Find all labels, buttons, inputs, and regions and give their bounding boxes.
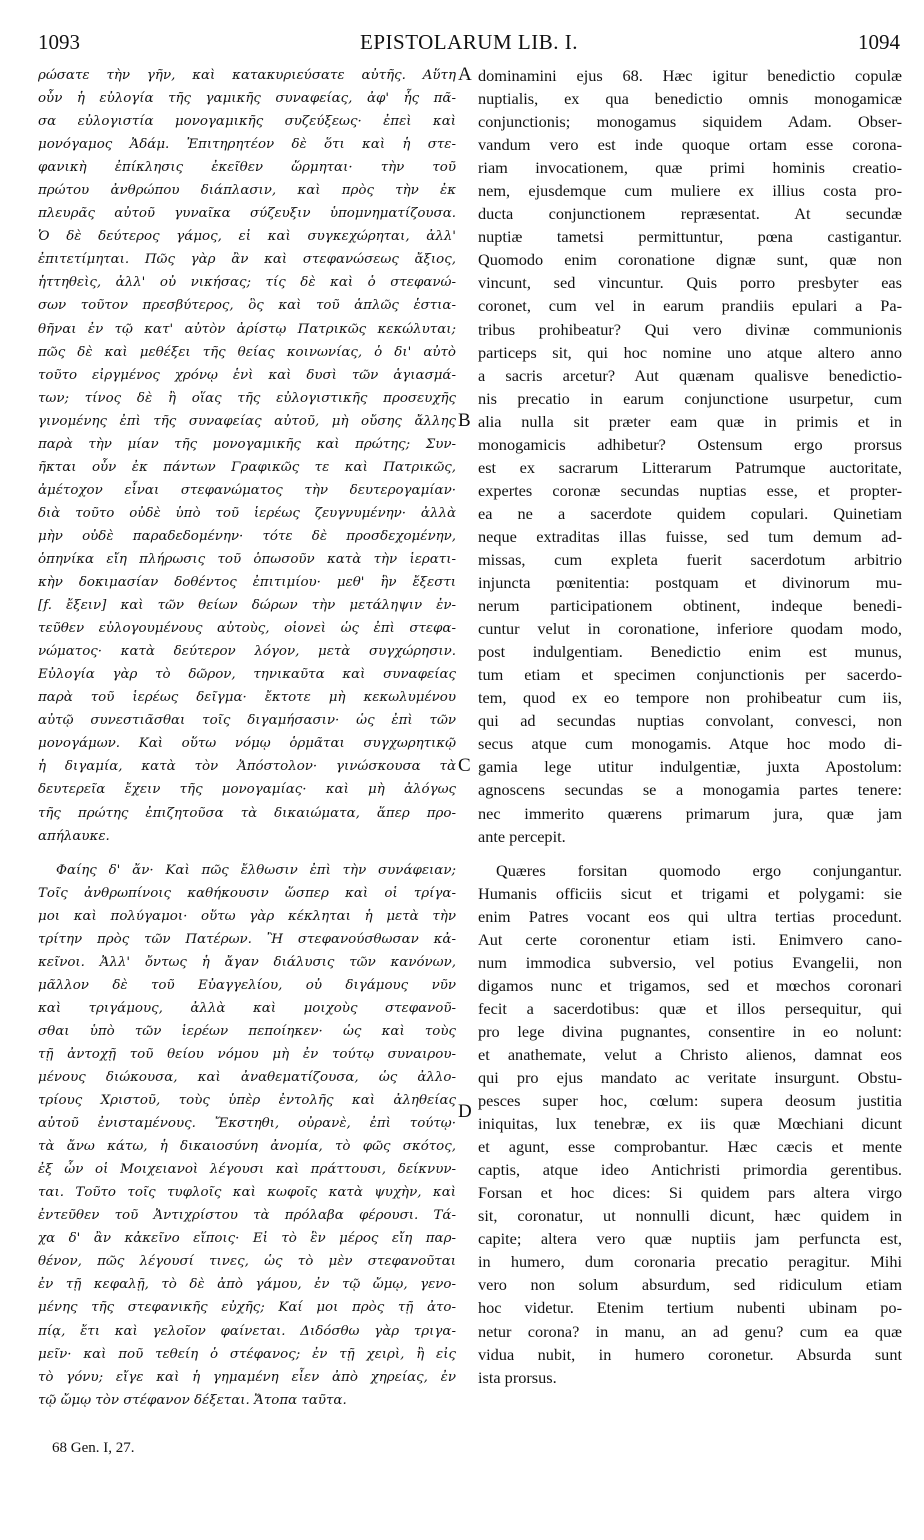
latin-line: fecit a sacerdotibus: quæ et illos persequitur, qui (478, 998, 902, 1018)
greek-line: Τοῖς ἀνθρωπίνοις καθήκουσιν ὥσπερ καὶ οἱ τρίγα- (38, 885, 456, 901)
latin-line: et anathemate, velut a Christo alienos, damnat eos (478, 1044, 902, 1064)
latin-line: dominamini ejus 68. Hæc igitur benedictio copulæ (478, 66, 902, 85)
latin-line: iniquitas, lux tenebræ, ex iis quæ Mœchiani dicunt (478, 1114, 902, 1134)
greek-line: τῆς πρώτης ἐπιζητοῦσα τὰ δικαιώματα, ἅπερ προ- (38, 805, 456, 821)
greek-line: θῆναι ἐν τῷ κατ' αὐτὸν ἀρίστῳ Πατρικῶς κεκώλυται; (38, 321, 456, 337)
greek-line: Ὁ δὲ δεύτερος γάμος, εἰ καὶ συγκεχώρηται, ἀλλ' (38, 229, 456, 245)
latin-line: tem, quod ex eo tempore non prohibeatur cum iis, (478, 688, 902, 708)
greek-line: σων τοῦτον πρεσβύτερος, ὃς καὶ τοῦ ἁπλῶς ἑστια- (38, 298, 456, 314)
greek-line: μὴν οὐδὲ παραδεδομένην· τότε δὲ προσδεχομένην, (38, 528, 456, 544)
greek-line: χα δ' ἂν κἀκεῖνο εἴποις· Εἰ τὸ ἓν μέρος εἴη παρ- (38, 1231, 456, 1247)
greek-line: μονόγαμος Ἀδάμ. Ἐπιτηρητέον δὲ ὅτι καὶ ἡ στε- (38, 137, 456, 153)
latin-line: expertes coronæ secundas nuptias esse, et propter- (478, 480, 902, 500)
latin-line: Humanis officiis sicut et trigami et polygami: sie (478, 883, 902, 903)
latin-line: hoc videtur. Etenim tertium nubenti ubinam po- (478, 1298, 902, 1318)
greek-line: ῆκται οὖν ἐκ πάντων Γραφικῶς τε καὶ Πατρικῶς, (38, 459, 456, 475)
greek-line: οὖν ἡ εὐλογία τῆς γαμικῆς συναφείας, ἀφ' ἧς πᾶ- (38, 91, 456, 107)
greek-line: μᾶλλον δὲ τοῦ Εὐαγγελίου, οὐ διγάμους νῦν (38, 977, 456, 993)
greek-line: αὐτοῦ ἐνισταμένους. Ἔκστηθι, οὐρανὲ, ἐπὶ τούτῳ· (38, 1116, 456, 1132)
latin-line: Forsan et hoc dices: Si quidem pars altera virgo (478, 1183, 902, 1203)
page-number-left: 1093 (38, 30, 80, 54)
greek-line: μένους διώκουσα, καὶ ἀναθεματίζουσα, ὡς ἀλλο- (38, 1070, 456, 1086)
latin-line: digamos nunc et trigamos, sed et mœchos coronari (478, 975, 902, 995)
greek-line: [f. ἔξειν] καὶ τῶν θείων δώρων τὴν μετάληψιν ἐν- (38, 598, 456, 614)
latin-line: a sacris arcetur? Aut quænam qualisve benedictio- (478, 365, 902, 385)
latin-line: coronet, cum vel in earum prandiis epulari a Pa- (478, 296, 902, 316)
latin-line: pesces super hoc, cœlum: supera deosum justitia (478, 1091, 902, 1111)
latin-line: injuncta pœnitentia: postquam et divinorum mu- (478, 573, 902, 593)
latin-line: tribus prohibeatur? Qui vero divinæ communionis (478, 319, 902, 339)
page-number-right: 1094 (858, 30, 900, 54)
latin-line: conjunctionis; monogamus siquidem Adam. Obser- (478, 112, 902, 132)
latin-line: in humero, dum coronaria precatio peragitur. Mihi (478, 1252, 902, 1272)
paragraph-gap (38, 848, 456, 859)
margin-letter-c: C (458, 755, 471, 776)
latin-line: ea ne a sacerdote quidem copulari. Quinetiam (478, 503, 902, 523)
latin-line: num immodica subversio, vel potius Evangelii, non (478, 952, 902, 972)
greek-line: απήλαυκε. (38, 828, 110, 844)
greek-line: των; τίνος δὲ ἢ οἵας τῆς εὐλογιστικῆς προσευχῆς (38, 390, 456, 406)
latin-line: missas, cum expleta fuerit sacerdotum arbitrio (478, 549, 902, 569)
greek-line: ἡττηθεὶς, ἀλλ' οὐ νικήσας; τίς δὲ καὶ ὁ στεφανώ- (38, 275, 456, 291)
greek-line: τρίους Χριστοῦ, τοὺς ὑπὲρ ἐντολῆς καὶ ἀληθείας (38, 1093, 456, 1109)
latin-line: nuptialis, ex qua benedictio omnis monogamicæ (478, 89, 902, 109)
running-title: EPISTOLARUM LIB. I. (360, 30, 578, 54)
greek-line: ἐπιτετίμηται. Πῶς γὰρ ἂν καὶ στεφανώσεως ἄξιος, (38, 252, 456, 268)
latin-line: vandum vero est inde quoque ortam esse corona- (478, 135, 902, 155)
greek-line: νώματος· κατὰ δεύτερον λόγον, μετὰ συγχώρησιν. (38, 644, 456, 660)
greek-line: πῶς δὲ καὶ μεθέξει τῆς θείας κοινωνίας, ὁ δι' αὐτὸ (38, 344, 456, 360)
greek-line: γινομένης ἐπὶ τῆς συναφείας αὐτοῦ, μὴ οὔσης ἄλλης (38, 413, 456, 429)
greek-line: κὴν δοκιμασίαν δοθέντος ἐπιτιμίου· μεθ' ἣν ἔξεστι (38, 575, 456, 591)
greek-line: ρώσατε τὴν γῆν, καὶ κατακυριεύσατε αὐτῆς. Αὕτη (38, 68, 456, 83)
greek-line: τρίτην πρὸς τῶν Πατέρων. Ἢ στεφανούσθωσαν κἀ- (38, 931, 456, 947)
greek-line: ἐν τῇ κεφαλῇ, τὸ δὲ ἀπὸ γάμου, ἐν τῷ ὤμῳ, γενο- (38, 1277, 456, 1293)
latin-line: agnoscens secundas se a monogamia partes tenere: (478, 780, 902, 800)
latin-line: ducta conjunctionem repræsentat. At secundæ (478, 204, 902, 224)
greek-line: τὰ ἄνω κάτω, ἡ δικαιοσύνη ἀνομία, τὸ φῶς σκότος, (38, 1139, 456, 1155)
latin-line: pro lege divina pugnantes, consentire in eo nolunt: (478, 1021, 902, 1041)
greek-line: σθαι ὑπὸ τῶν ἱερέων πεποίηκεν· ὡς καὶ τοὺς (38, 1023, 456, 1039)
margin-letter-a: A (458, 64, 472, 85)
latin-line: alia nulla sit præter eam quæ in primis et in (478, 411, 902, 431)
latin-line: monogamicis adhibetur? Ostensum ergo prorsus (478, 434, 902, 454)
greek-line: πίᾳ, ἔτι καὶ γελοῖον φαίνεται. Διδόσθω γὰρ τριγα- (38, 1323, 456, 1339)
latin-column (478, 64, 902, 1389)
greek-line: τῇ ἀντοχῇ τοῦ θείου νόμου μὴ ἐν τούτῳ συναιρου- (38, 1046, 456, 1062)
greek-line: ἐξ ὧν οἱ Μοιχειανοὶ λέγουσι καὶ πράττουσι, δείκνυν- (38, 1162, 456, 1178)
latin-line: vidua nubit, in humero coronetur. Absurda sunt (478, 1344, 902, 1364)
latin-line: captis, atque ideo Antichristi primordia gerentibus. (478, 1160, 902, 1180)
greek-line: μοι καὶ πολύγαμοι· οὕτω γὰρ κέκληται ἡ μετὰ τὴν (38, 908, 456, 924)
latin-line: qui pro ejus mandato ac veritate insurgunt. Obstu- (478, 1068, 902, 1088)
latin-line: enim Patres vocant eos qui ultra tertias procedunt. (478, 906, 902, 926)
greek-line: διὰ τοῦτο οὐδὲ ὑπὸ τοῦ ἱερέως ζευγνυμένην· ἀλλὰ (38, 505, 456, 521)
latin-line: post indulgentiam. Benedictio enim est munus, (478, 642, 902, 662)
latin-line: netur corona? in manu, an ad genu? cum ea quæ (478, 1321, 902, 1341)
latin-line: neque extraditas illas fuisse, sed tum demum ad- (478, 526, 902, 546)
latin-line: nis precatio in earum conjunctione usurpetur, cum (478, 388, 902, 408)
greek-line: Φαίης δ' ἄν· Καὶ πῶς ἔλθωσιν ἐπὶ τὴν συνάφειαν; (56, 862, 456, 878)
latin-line: particeps sit, qui hoc nomine uno atque altero anno (478, 342, 902, 362)
greek-line: καὶ τριγάμους, ἀλλὰ καὶ μοιχοὺς στεφανοῦ- (38, 1000, 456, 1016)
greek-column (38, 64, 456, 1412)
running-header (38, 30, 900, 60)
greek-line: ἀμέτοχον εἶναι στεφανώματος τὴν δευτερογαμίαν· (38, 482, 456, 498)
greek-line: τοῦτο εἰργμένος χρόνῳ ἑνὶ καὶ δυσὶ τῶν ἁγιασμά- (38, 367, 456, 383)
latin-line: Aut certe coronentur etiam isti. Enimvero cano- (478, 929, 902, 949)
greek-line: δευτερεῖα ἔχειν τῆς μονογαμίας· καὶ μὴ ἀλόγως (38, 782, 456, 798)
greek-line: παρὰ τὴν μίαν τῆς μονογαμικῆς καὶ πρώτης; Συν- (38, 436, 456, 452)
latin-line: secus atque cum monogamis. Atque hoc modo di- (478, 734, 902, 754)
latin-line: sit, coronatur, ut nonnulli dicunt, hæc quidem in (478, 1206, 902, 1226)
latin-line: tum etiam et specimen conjunctionis per sacerdo- (478, 665, 902, 685)
latin-line: vero non solum absurdum, sed ridiculum etiam (478, 1275, 902, 1295)
latin-line: nem, ejusdemque cum muliere ex illius costa pro- (478, 181, 902, 201)
latin-line: nuptiæ tametsi permittuntur, pœna castigantur. (478, 227, 902, 247)
greek-line: τεῦθεν εὐλογουμένους αὐτοὺς, οἱονεὶ ὡς ἐπὶ στεφα- (38, 621, 456, 637)
latin-line: nec immerito quærens primarum jura, quæ jam (478, 803, 902, 823)
greek-line: ται. Τοῦτο τοῖς τυφλοῖς καὶ κωφοῖς κατὰ ψυχὴν, καὶ (38, 1185, 456, 1201)
latin-line: nerum participationem obtinent, indeque benedi- (478, 596, 902, 616)
latin-line: qui ad secundas nuptias convolant, convesci, non (478, 711, 902, 731)
greek-line: αὐτῷ συνεστιᾶσθαι τοῖς διγαμήσασιν· ὡς ἐπὶ τῶν (38, 713, 456, 729)
latin-line: Quomodo enim coronatione dignæ sunt, quæ non (478, 250, 902, 270)
greek-line: μένης τῆς στεφανικῆς εὐχῆς; Καί μοι πρὸς τῇ ἀτο- (38, 1300, 456, 1316)
latin-line: ante percepit. (478, 826, 566, 846)
latin-line: est ex sacrarum Litterarum Patrumque auctoritate, (478, 457, 902, 477)
greek-line: μεῖν· καὶ ποῦ τεθείη ὁ στέφανος; ἐν τῇ χειρὶ, ἢ εἰς (38, 1346, 456, 1362)
greek-line: πρώτου ἀνθρώπου διάπλασιν, καὶ πρὸς τὴν ἐκ (38, 183, 456, 199)
greek-line: τὸ γόνυ; εἴγε καὶ ἡ γημαμένη εἶεν ἀπὸ χηρείας, ἐν (38, 1369, 456, 1385)
latin-line: et agunt, esse comprobantur. Hæc cæcis et mente (478, 1137, 902, 1157)
latin-line: cuntur velut in coronatione, inferiore quodam modo, (478, 619, 902, 639)
greek-line: ἡ διγαμία, κατὰ τὸν Ἀπόστολον· γινώσκουσα τὰ (38, 759, 456, 775)
greek-line: ἐντεῦθεν τοῦ Ἀντιχρίστου τὰ πρόλαβα φέρουσι. Τά- (38, 1208, 456, 1224)
greek-line: ὁπηνίκα εἴη πλήρωσις τοῦ ὁπωσοῦν κατὰ τὴν ἱερατι- (38, 551, 456, 567)
greek-line: τῷ ὤμῳ τὸν στέφανον δέξεται. Ἄτοπα ταῦτα. (38, 1392, 347, 1408)
latin-line: gamia lege utitur indulgentiæ, juxta Apostolum: (478, 757, 902, 777)
greek-line: φανικὴ ἐπίκλησις ἐκεῖθεν ὥρμηται· τὴν τοῦ (38, 160, 456, 176)
margin-letter-d: D (458, 1101, 472, 1122)
greek-line: θένον, πῶς λέγουσί τινες, ὡς τὸ μὲν στεφανοῦται (38, 1254, 456, 1270)
greek-line: κεῖνοι. Ἀλλ' ὄντως ἡ ἄγαν διάλυσις τῶν κανόνων, (38, 954, 456, 970)
latin-line: ista prorsus. (478, 1367, 557, 1387)
latin-line: vincunt, sed vincuntur. Quis porro presbyter eas (478, 273, 902, 293)
footnote: 68 Gen. I, 27. (52, 1440, 135, 1456)
latin-line: capite; altera vero quæ nuptiis jam perfuncta est, (478, 1229, 902, 1249)
greek-line: πλευρᾶς αὐτοῦ γυναῖκα σύζευξιν ὑπομνηματίζουσα. (38, 206, 456, 222)
greek-line: Εὐλογία γὰρ τὸ δῶρον, τηνικαῦτα καὶ συναφείας (38, 667, 456, 683)
greek-line: παρὰ τοῦ ἱερέως δεῖγμα· ἔκτοτε μὴ κεκωλυμένου (38, 690, 456, 706)
greek-line: μονογάμων. Καὶ οὕτω νόμῳ ὁρμᾶται συγχωρητικῷ (38, 736, 456, 752)
latin-line: Quæres forsitan quomodo ergo conjungantur. (496, 860, 902, 880)
margin-letter-b: B (458, 410, 471, 431)
paragraph-gap (478, 848, 902, 859)
greek-line: σα εὐλογιστία μονογαμικῆς συζεύξεως· ἐπεὶ καὶ (38, 114, 456, 130)
latin-line: riam invocationem, quæ primi hominis creatio- (478, 158, 902, 178)
